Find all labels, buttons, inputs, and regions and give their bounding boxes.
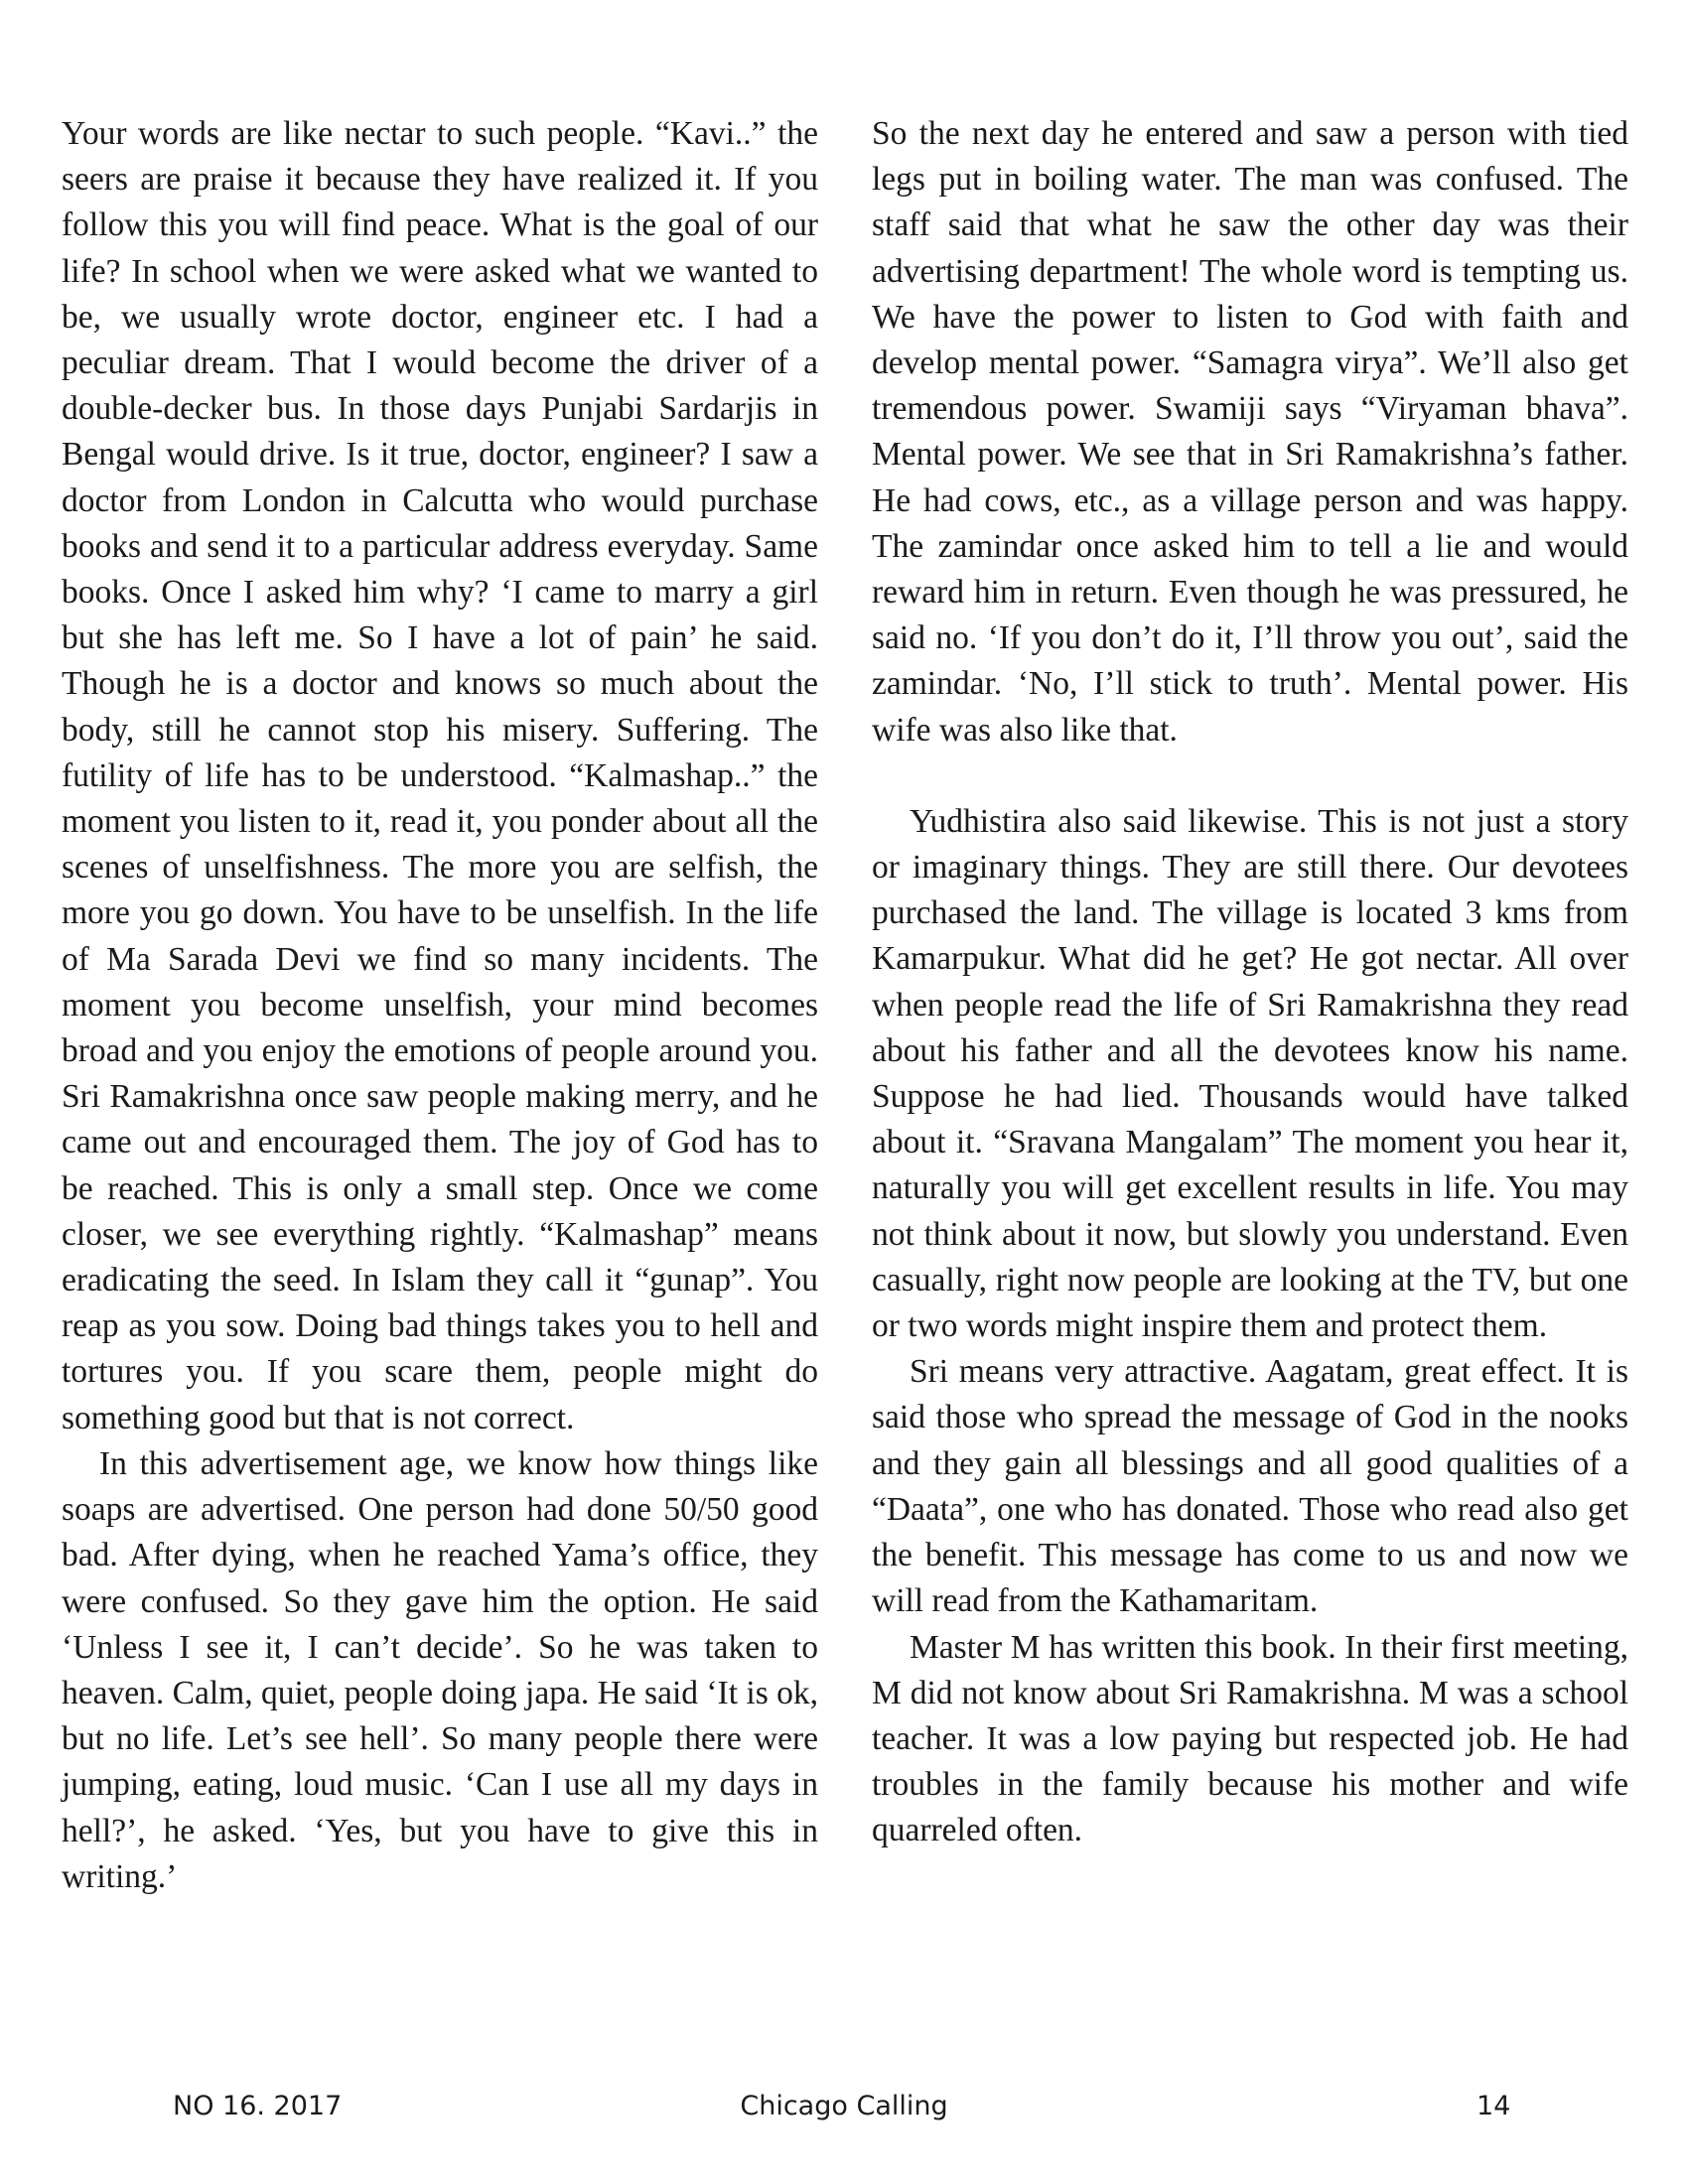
right-paragraph-4: Master M has written this book. In their first meeting, M did not know about Sri Ramakrishna. M was a school teacher. It was a low paying but respected job. He had troubles in the family because his mother and wife quarreled often. bbox=[872, 1628, 1628, 1849]
page-body bbox=[62, 111, 1628, 2047]
footer-publication-title: Chicago Calling bbox=[740, 2091, 948, 2121]
footer-issue: NO 16. 2017 bbox=[173, 2091, 343, 2121]
right-column bbox=[872, 111, 1628, 2047]
left-paragraph-1: Your words are like nectar to such people. “Kavi..” the seers are praise it because they have realized it. If you follow this you will find peace. What is the goal of our life? In school when we were asked what we wanted to be, we usually wrote doctor, engineer etc. I had a peculiar dream. That I would become the driver of a double-decker bus. In those days Punjabi Sardarjis in Bengal would drive. Is it true, doctor, engineer? I saw a doctor from London in Calcutta who would purchase books and send it to a particular address everyday. Same books. Once I asked him why? ‘I came to marry a girl but she has left me. So I have a lot of pain’ he said. Though he is a doctor and knows so much about the body, still he cannot stop his misery. Suffering. The futility of life has to be understood. “Kalmashap..” the moment you listen to it, read it, you ponder about all the scenes of unselfishness. The more you are selfish, the more you go down. You have to be unselfish. In the life of Ma Sarada Devi we find so many incidents. The moment you become unselfish, your mind becomes broad and you enjoy the emotions of people around you. Sri Ramakrishna once saw people making merry, and he came out and encouraged them. The joy of God has to be reached. This is only a small step. Once we come closer, we see everything rightly. “Kalmashap” means eradicating the seed. In Islam they call it “gunap”. You reap as you sow. Doing bad things takes you to hell and tortures you. If you scare them, people might do something good but that is not correct. bbox=[62, 115, 818, 1436]
right-paragraph-3: Sri means very attractive. Aagatam, great effect. It is said those who spread the message of God in the nooks and they gain all blessings and all good qualities of a “Daata”, one who has donated. Those who read also get the benefit. This message has come to us and now we will read from the Kathamaritam. bbox=[872, 1353, 1628, 1620]
page-footer bbox=[0, 2091, 1688, 2130]
right-paragraph-1: So the next day he entered and saw a person with tied legs put in boiling water. The man was confused. The staff said that what he saw the other day was their advertising department! The whole word is tempting us. We have the power to listen to God with faith and develop mental power. “Samagra virya”. We’ll also get tremendous power. Swamiji says “Viryaman bhava”. Mental power. We see that in Sri Ramakrishna’s father. He had cows, etc., as a village person and was happy. The zamindar once asked him to tell a lie and would reward him in return. Even though he was pressured, he said no. ‘If you don’t do it, I’ll throw you out’, said the zamindar. ‘No, I’ll stick to truth’. Mental power. His wife was also like that. bbox=[872, 115, 1628, 749]
right-paragraph-2: Yudhistira also said likewise. This is not just a story or imaginary things. They are still there. Our devotees purchased the land. The village is located 3 kms from Kamarpukur. What did he get? He got nectar. All over when people read the life of Sri Ramakrishna they read about his father and all the devotees know his name. Suppose he had lied. Thousands would have talked about it. “Sravana Mangalam” The moment you hear it, naturally you will get excellent results in life. You may not think about it now, but slowly you understand. Even casually, right now people are looking at the TV, but one or two words might inspire them and protect them. bbox=[872, 802, 1628, 1345]
footer-page-number: 14 bbox=[1477, 2091, 1511, 2121]
left-paragraph-2: In this advertisement age, we know how things like soaps are advertised. One person had done 50/50 good bad. After dying, when he reached Yama’s office, they were confused. So they gave him the option. He said ‘Unless I see it, I can’t decide’. So he was taken to heaven. Calm, quiet, people doing japa. He said ‘It is ok, but no life. Let’s see hell’. So many people there were jumping, eating, loud music. ‘Can I use all my days in hell?’, he asked. ‘Yes, but you have to give this in writing.’ bbox=[62, 1444, 818, 1895]
left-column bbox=[62, 111, 818, 2047]
